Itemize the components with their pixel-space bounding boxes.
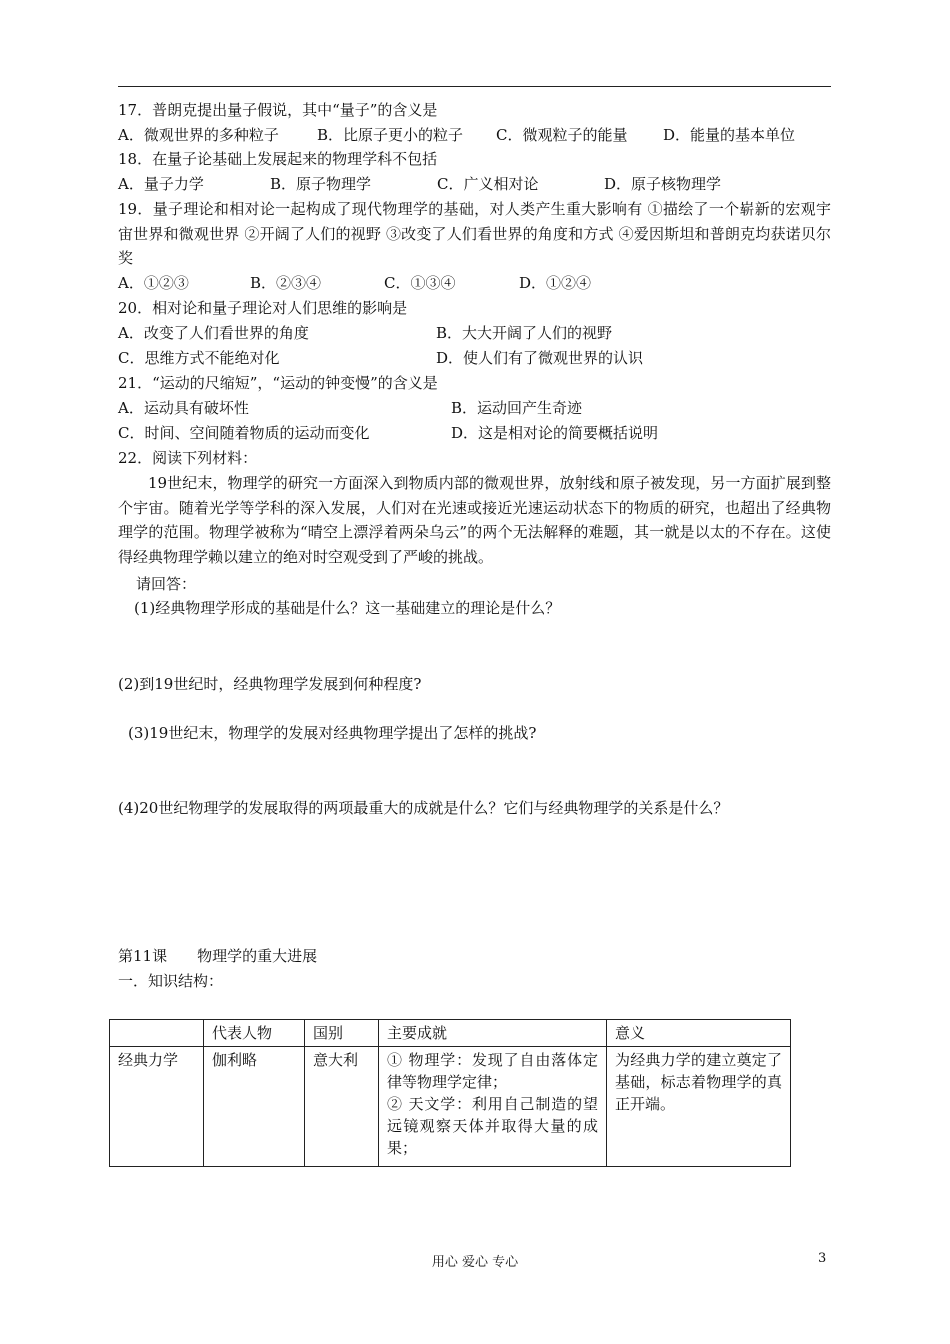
- q19-option-a: A．①②③: [118, 274, 189, 292]
- page-number: 3: [818, 1251, 827, 1266]
- q21-option-d: D．这是相对论的简要概括说明: [451, 424, 659, 442]
- q22-sub-question: (2)到19世纪时，经典物理学发展到何种程度?: [118, 675, 422, 693]
- q18-option-a: A．量子力学: [118, 175, 204, 193]
- table-header-cell: 代表人物: [204, 1020, 305, 1047]
- achievement-cell: [379, 1047, 607, 1167]
- achievement-item: ② 天文学：利用自己制造的望远镜观察天体并取得大量的成果；: [387, 1095, 598, 1157]
- q21-option-c: C．时间、空间随着物质的运动而变化: [118, 424, 370, 442]
- q19-stem: 19．量子理论和相对论一起构成了现代物理学的基础，对人类产生重大影响有 ①描绘了一个崭新的宏观宇宙世界和微观世界 ②开阔了人们的视野 ③改变了人们看世界的角度和方式 ④爱因斯坦和普朗克均获诺贝尔奖: [118, 200, 831, 267]
- lesson-title: 第11课 物理学的重大进展: [118, 947, 318, 965]
- q18-option-c: C．广义相对论: [437, 175, 539, 193]
- q22-prompt: 请回答：: [136, 575, 197, 593]
- q20-stem: 20．相对论和量子理论对人们思维的影响是: [118, 299, 408, 317]
- q22-sub-question: (3)19世纪末，物理学的发展对经典物理学提出了怎样的挑战?: [128, 724, 537, 742]
- q17-option-a: A．微观世界的多种粒子: [118, 126, 279, 144]
- q20-option-b: B．大大开阔了人们的视野: [436, 324, 613, 342]
- q21-stem: 21．“运动的尺缩短”，“运动的钟变慢”的含义是: [118, 374, 438, 392]
- q18-option-d: D．原子核物理学: [604, 175, 722, 193]
- achievement-item: ① 物理学：发现了自由落体定律等物理学定律；: [387, 1051, 598, 1091]
- q22-material: 19世纪末，物理学的研究一方面深入到物质内部的微观世界，放射线和原子被发现，另一方面扩展到整个宇宙。随着光学等学科的深入发展，人们对在光速或接近光速运动状态下的物质的研究，也超出了经典物理学的范围。物理学被称为“晴空上漂浮着两朵乌云”的两个无法解释的难题，其一就是以太的不存在。这使得经典物理学赖以建立的绝对时空观受到了严峻的挑战。: [118, 474, 831, 566]
- q17-option-b: B．比原子更小的粒子: [317, 126, 464, 144]
- table-header-cell: [110, 1020, 204, 1047]
- q19-option-c: C．①③④: [384, 274, 456, 292]
- q22-stem: 22．阅读下列材料：: [118, 449, 258, 467]
- q17-stem: 17．普朗克提出量子假说，其中“量子”的含义是: [118, 101, 438, 119]
- q22-sub-question: (4)20世纪物理学的发展取得的两项最重大的成就是什么？它们与经典物理学的关系是什么？: [118, 799, 729, 817]
- q18-option-b: B．原子物理学: [270, 175, 372, 193]
- page-footer: 用心 爱心 专心: [431, 1255, 519, 1270]
- q20-option-a: A．改变了人们看世界的角度: [118, 324, 309, 342]
- q21-option-b: B．运动回产生奇迹: [451, 399, 583, 417]
- field-cell: 经典力学: [110, 1047, 204, 1167]
- table-header-cell: 意义: [607, 1020, 791, 1047]
- table-row: [110, 1047, 791, 1167]
- table-header-row: [110, 1020, 791, 1047]
- q21-option-a: A．运动具有破坏性: [118, 399, 249, 417]
- person-cell: 伽利略: [204, 1047, 305, 1167]
- q18-stem: 18．在量子论基础上发展起来的物理学科不包括: [118, 150, 438, 168]
- q17-option-c: C．微观粒子的能量: [496, 126, 628, 144]
- table-header-cell: 主要成就: [379, 1020, 607, 1047]
- q22-sub-question: (1)经典物理学形成的基础是什么？这一基础建立的理论是什么？: [134, 599, 561, 617]
- header-rule: [118, 86, 831, 87]
- q19-option-b: B．②③④: [250, 274, 322, 292]
- q19-option-d: D．①②④: [519, 274, 592, 292]
- knowledge-table: [109, 1019, 791, 1167]
- table-header-cell: 国别: [305, 1020, 379, 1047]
- country-cell: 意大利: [305, 1047, 379, 1167]
- q20-option-c: C．思维方式不能绝对化: [118, 349, 280, 367]
- q20-option-d: D．使人们有了微观世界的认识: [436, 349, 644, 367]
- q17-option-d: D．能量的基本单位: [663, 126, 796, 144]
- significance-cell: 为经典力学的建立奠定了基础，标志着物理学的真正开端。: [607, 1047, 791, 1167]
- section-heading: 一．知识结构：: [118, 972, 224, 990]
